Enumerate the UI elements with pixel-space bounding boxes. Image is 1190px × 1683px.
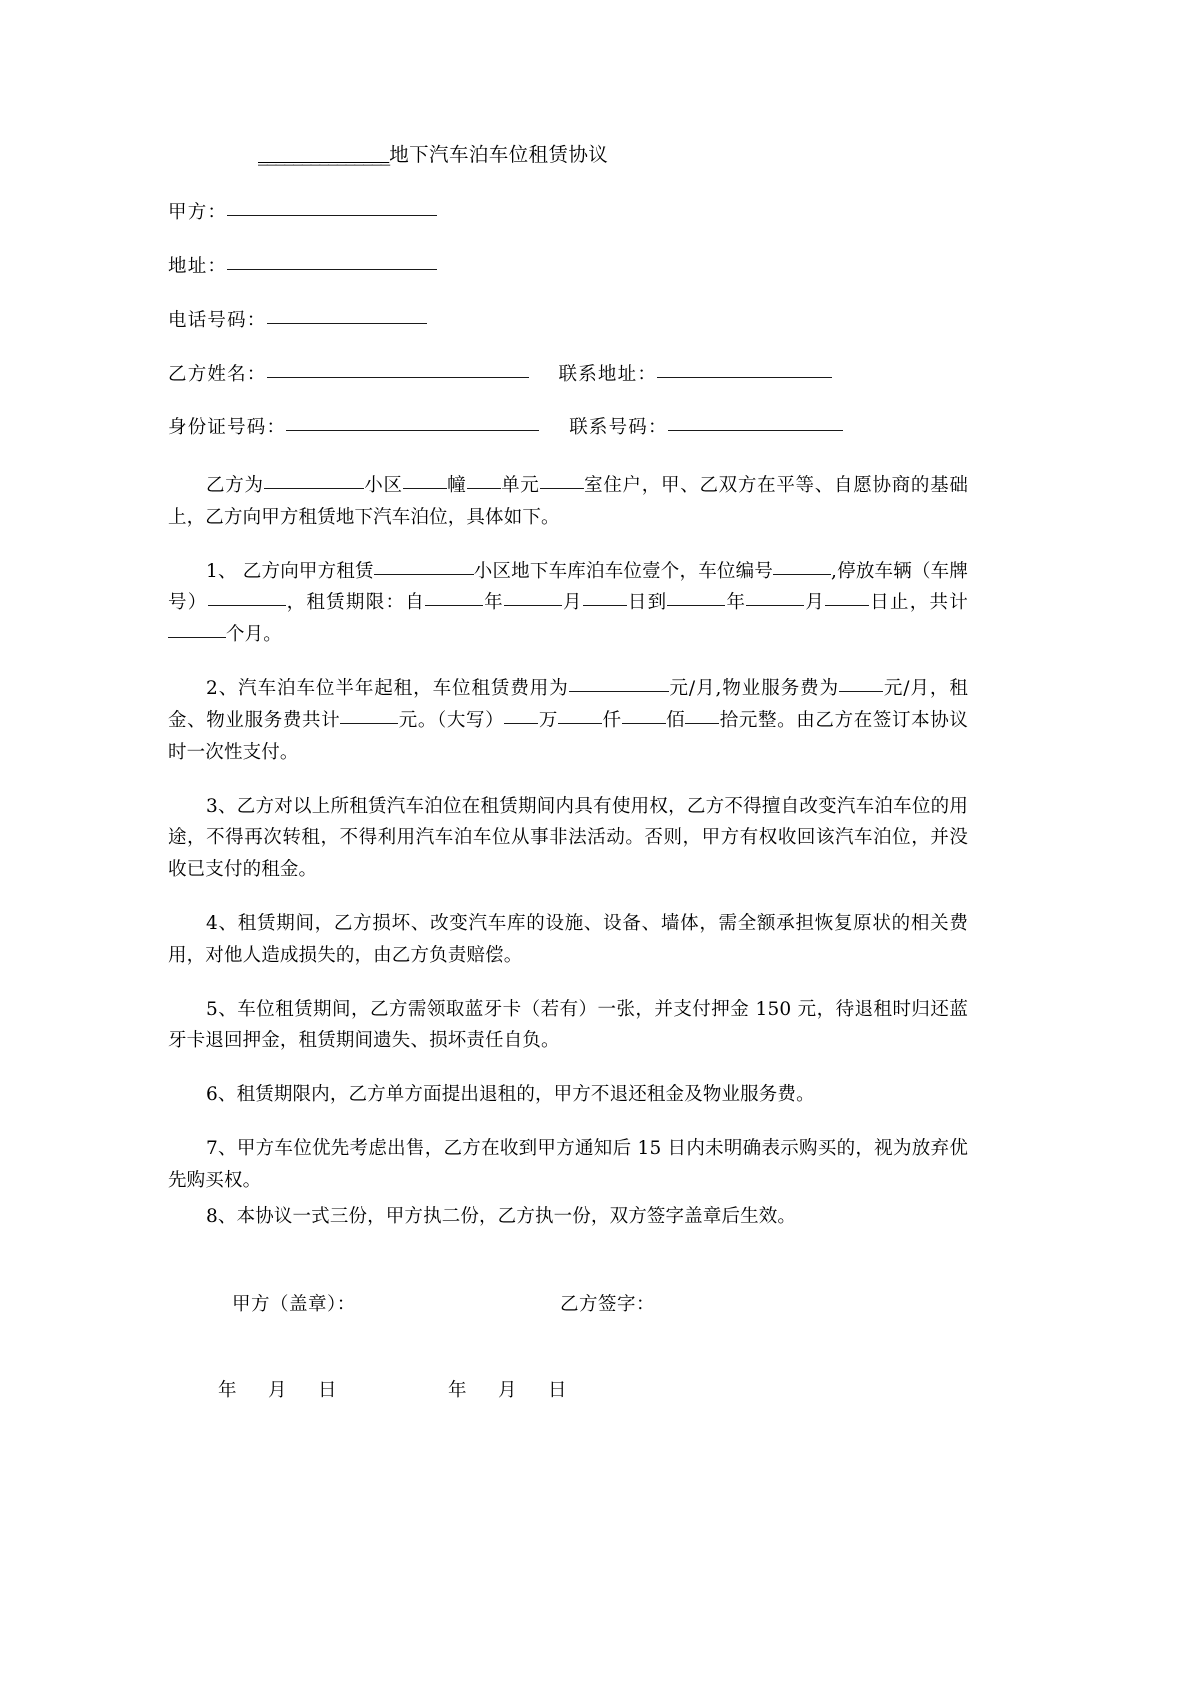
clause-number: 8、 xyxy=(206,1205,237,1227)
preamble-seg-5: 室住户，甲、乙双方在平等、自愿协商的基础上，乙方向甲方租赁地下汽车泊位，具体如下。 xyxy=(168,475,968,528)
clause-4 xyxy=(168,908,968,972)
clause-5 xyxy=(168,994,968,1058)
clause-5-text: 车位租赁期间，乙方需领取蓝牙卡（若有）一张，并支付押金 150 元，待退租时归还蓝牙卡退回押金，租赁期间遗失、损坏责任自负。 xyxy=(168,998,968,1052)
document-body xyxy=(168,140,968,1440)
clause-2 xyxy=(168,673,968,768)
preamble-seg-4: 单元 xyxy=(500,475,540,496)
party-b-name-blank[interactable] xyxy=(267,377,529,378)
field-label: 甲方： xyxy=(168,202,228,224)
clause-number: 5、 xyxy=(206,998,238,1020)
field-id-number-row xyxy=(168,414,968,442)
clause-1-seg-10: 日止，共计 xyxy=(869,592,968,614)
clause-number: 6、 xyxy=(206,1084,237,1106)
clause-number: 7、 xyxy=(206,1138,237,1159)
field-label: 地址： xyxy=(168,256,228,277)
clause-1-seg-3: ,停放车辆（车牌号） xyxy=(168,560,969,614)
clause-1-community-blank[interactable] xyxy=(374,574,474,575)
contact-address-blank[interactable] xyxy=(657,377,832,378)
party-b-name-label: 乙方姓名： xyxy=(168,363,267,385)
title-text: 地下汽车泊车位租赁协议 xyxy=(389,143,609,166)
preamble-seg-1: 乙方为 xyxy=(206,475,264,496)
contact-number-label: 联系号码： xyxy=(569,417,668,439)
field-party-a-phone xyxy=(168,307,968,335)
clause-1-seg-4: ，租赁期限：自 xyxy=(285,592,425,614)
preamble-seg-2: 小区 xyxy=(363,475,403,496)
clause-number: 1、 xyxy=(206,560,237,582)
clause-2-seg-6: 仟 xyxy=(601,709,622,731)
field-party-a-name xyxy=(168,199,968,227)
clause-1-seg-8: 年 xyxy=(725,592,747,614)
clause-4-text: 租赁期间，乙方损坏、改变汽车库的设施、设备、墙体，需全额承担恢复原状的相关费用，对他人造成损失的，由乙方负责赔偿。 xyxy=(168,912,968,966)
clause-1-seg-1: 乙方向甲方租赁 xyxy=(242,560,374,582)
clause-number: 3、 xyxy=(206,795,237,817)
clause-2-seg-2: 元/月,物业服务费为 xyxy=(668,678,840,700)
community-blank[interactable] xyxy=(264,488,364,489)
party-b-signature-label: 乙方签字： xyxy=(560,1294,656,1316)
clause-2-qian-blank[interactable] xyxy=(558,723,602,724)
clause-1-total-months-blank[interactable] xyxy=(168,637,226,638)
clause-2-bai-blank[interactable] xyxy=(622,723,666,724)
clause-7-text: 甲方车位优先考虑出售，乙方在收到甲方通知后 15 日内未明确表示购买的，视为放弃优先购买权。 xyxy=(168,1138,968,1191)
clause-1-seg-2: 小区地下车库泊车位壹个，车位编号 xyxy=(473,560,774,582)
clause-1-end-day-blank[interactable] xyxy=(825,605,869,606)
building-blank[interactable] xyxy=(403,488,447,489)
preamble-paragraph xyxy=(168,470,968,534)
clause-1-start-year-blank[interactable] xyxy=(425,605,483,606)
party-a-address-blank[interactable] xyxy=(227,269,437,270)
field-label: 电话号码： xyxy=(168,309,267,331)
preamble-seg-3: 幢 xyxy=(446,475,467,496)
clause-8-text: 本协议一式三份，甲方执二份，乙方执一份，双方签字盖章后生效。 xyxy=(236,1205,797,1227)
title-blank: _______________ xyxy=(258,143,390,166)
clause-6-text: 租赁期限内，乙方单方面提出退租的，甲方不退还租金及物业服务费。 xyxy=(236,1084,815,1106)
clause-2-seg-3: 元/月，租金、物业服务费共计 xyxy=(168,678,968,731)
clause-1-start-month-blank[interactable] xyxy=(504,605,562,606)
field-party-b-name-row xyxy=(168,361,968,389)
date-day-label: 日 xyxy=(548,1380,568,1402)
clause-2-rent-blank[interactable] xyxy=(569,691,669,692)
party-a-seal-label: 甲方（盖章）： xyxy=(232,1294,356,1316)
party-a-phone-blank[interactable] xyxy=(267,323,427,324)
clause-1-seg-9: 月 xyxy=(804,592,826,614)
clause-1-seg-7: 日到 xyxy=(626,592,668,614)
clause-2-shi-blank[interactable] xyxy=(685,723,719,724)
id-number-blank[interactable] xyxy=(286,430,539,431)
page-title xyxy=(168,140,968,169)
contact-number-blank[interactable] xyxy=(668,430,843,431)
clause-1-seg-11: 个月。 xyxy=(226,624,282,646)
clause-3-text: 乙方对以上所租赁汽车泊位在租赁期间内具有使用权，乙方不得擅自改变汽车泊车位的用途，不得再次转租，不得利用汽车泊车位从事非法活动。否则，甲方有权收回该汽车泊位，并没收已支付的租金。 xyxy=(168,795,968,881)
date-day-label: 日 xyxy=(318,1380,338,1402)
clause-2-total-blank[interactable] xyxy=(340,723,398,724)
field-party-a-address xyxy=(168,253,968,281)
clause-2-seg-4: 元。（大写） xyxy=(398,709,505,731)
party-b-date xyxy=(448,1376,598,1402)
clause-2-seg-8: 拾元整。由乙方在签订本协议时一次性支付。 xyxy=(168,709,969,763)
clause-7 xyxy=(168,1133,968,1197)
clause-2-seg-1: 汽车泊车位半年起租，车位租赁费用为 xyxy=(238,678,569,700)
clause-2-wan-blank[interactable] xyxy=(504,723,538,724)
clause-1-end-month-blank[interactable] xyxy=(746,605,804,606)
clause-2-seg-7: 佰 xyxy=(665,709,686,731)
clause-1-start-day-blank[interactable] xyxy=(583,605,627,606)
party-a-date xyxy=(218,1376,368,1402)
clause-8 xyxy=(168,1201,968,1233)
room-blank[interactable] xyxy=(540,488,584,489)
clause-1-seg-6: 月 xyxy=(561,592,583,614)
clause-6 xyxy=(168,1079,968,1111)
clause-1-space-no-blank[interactable] xyxy=(773,574,831,575)
contact-address-label: 联系地址： xyxy=(558,363,658,385)
clause-3 xyxy=(168,791,968,886)
clause-1-seg-5: 年 xyxy=(482,592,504,614)
clause-1-plate-blank[interactable] xyxy=(208,605,286,606)
clause-2-service-fee-blank[interactable] xyxy=(839,691,883,692)
clause-1-end-year-blank[interactable] xyxy=(667,605,725,606)
party-a-name-blank[interactable] xyxy=(227,215,437,216)
id-number-label: 身份证号码： xyxy=(168,417,287,439)
signature-block xyxy=(168,1290,968,1440)
date-year-label: 年 xyxy=(218,1380,238,1402)
clause-2-seg-5: 万 xyxy=(538,709,558,731)
clause-number: 4、 xyxy=(206,912,238,934)
unit-blank[interactable] xyxy=(467,488,501,489)
date-year-label: 年 xyxy=(448,1380,468,1402)
clause-1 xyxy=(168,556,968,651)
date-month-label: 月 xyxy=(498,1380,518,1402)
clause-number: 2、 xyxy=(206,678,239,700)
date-month-label: 月 xyxy=(268,1380,288,1402)
